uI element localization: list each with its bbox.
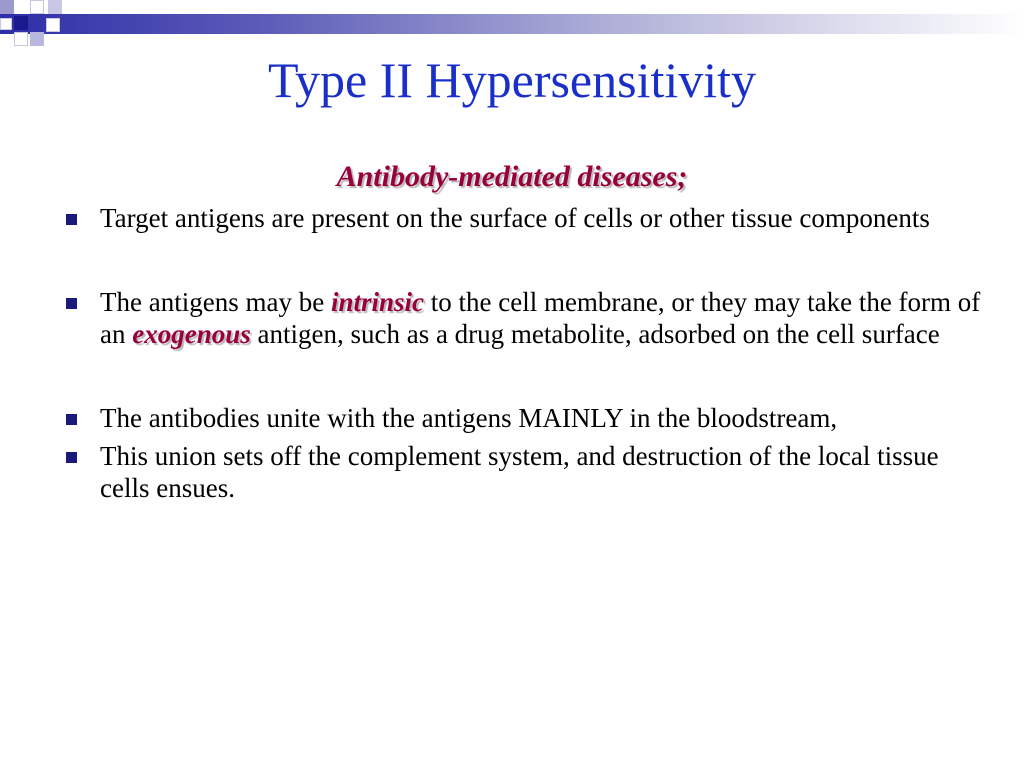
square-bullet-icon bbox=[66, 452, 77, 463]
decor-square bbox=[0, 0, 14, 14]
square-bullet-icon bbox=[66, 414, 77, 425]
emphasis-exogenous: exogenous bbox=[132, 319, 251, 349]
bullet-text: This union sets off the complement system, and destruction of the local tissue cells ensues. bbox=[100, 441, 939, 503]
square-bullet-icon bbox=[66, 214, 77, 225]
bullet-text-part: antigen, such as a drug metabolite, adsorbed on the cell surface bbox=[250, 319, 940, 349]
slide-subtitle: Antibody-mediated diseases; bbox=[336, 160, 688, 193]
bullet-text-part: The antigens may be bbox=[100, 287, 331, 317]
square-bullet-icon bbox=[66, 298, 77, 309]
decor-square bbox=[14, 32, 28, 46]
bullet-text: The antibodies unite with the antigens MAINLY in the bloodstream, bbox=[100, 403, 838, 433]
decor-square bbox=[14, 16, 28, 30]
decor-square bbox=[48, 0, 62, 14]
bullet-item bbox=[62, 286, 982, 350]
bullet-item bbox=[62, 402, 982, 434]
decor-square bbox=[62, 0, 76, 14]
bullet-list bbox=[62, 202, 982, 504]
decor-square bbox=[46, 18, 60, 32]
header-gradient-bar bbox=[0, 14, 1024, 34]
emphasis-intrinsic: intrinsic bbox=[330, 287, 424, 317]
bullet-text: Target antigens are present on the surface of cells or other tissue components bbox=[100, 203, 930, 233]
bullet-item bbox=[62, 440, 982, 504]
slide-title: Type II Hypersensitivity bbox=[267, 52, 757, 108]
decor-square bbox=[0, 18, 12, 30]
decor-square bbox=[30, 0, 44, 14]
bullet-item bbox=[62, 202, 982, 234]
bullet-text-part: to the cell membrane, or they may take the form of an bbox=[100, 287, 981, 349]
decor-square bbox=[30, 32, 44, 46]
